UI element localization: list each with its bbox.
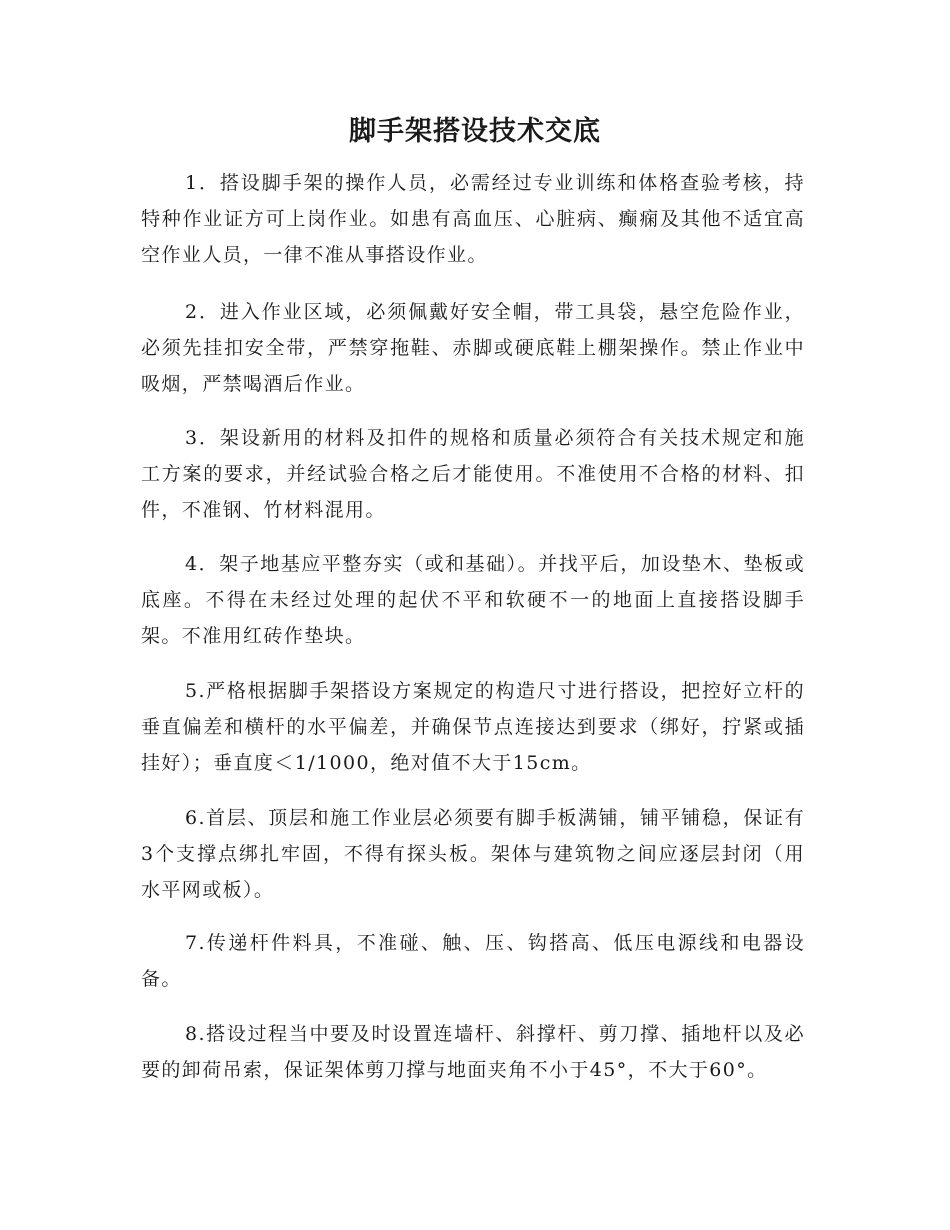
document-title: 脚手架搭设技术交底: [349, 116, 601, 147]
paragraph-8: 8.搭设过程当中要及时设置连墙杆、斜撑杆、剪刀撑、插地杆以及必要的卸荷吊索，保证架体剪刀撑与地面夹角不小于45°，不大于60°。: [141, 1023, 805, 1081]
paragraph-3: 3．架设新用的材料及扣件的规格和质量必须符合有关技术规定和施工方案的要求，并经试验合格之后才能使用。不准使用不合格的材料、扣件，不准钢、竹材料混用。: [141, 427, 805, 521]
paragraph-1: 1．搭设脚手架的操作人员，必需经过专业训练和体格查验考核，持特种作业证方可上岗作业。如患有高血压、心脏病、癫痫及其他不适宜高空作业人员，一律不准从事搭设作业。: [141, 172, 805, 266]
paragraph-2: 2．进入作业区域，必须佩戴好安全帽，带工具袋，悬空危险作业，必须先挂扣安全带，严禁穿拖鞋、赤脚或硬底鞋上棚架操作。禁止作业中吸烟，严禁喝酒后作业。: [141, 301, 805, 395]
paragraph-4: 4．架子地基应平整夯实（或和基础）。并找平后，加设垫木、垫板或底座。不得在未经过处理的起伏不平和软硬不一的地面上直接搭设脚手架。不准用红砖作垫块。: [141, 553, 805, 647]
paragraph-7: 7.传递杆件料具，不准碰、触、压、钩搭高、低压电源线和电器设备。: [141, 932, 805, 990]
paragraph-6: 6.首层、顶层和施工作业层必须要有脚手板满铺，铺平铺稳，保证有3个支撑点绑扎牢固，不得有探头板。架体与建筑物之间应逐层封闭（用水平网或板）。: [141, 807, 805, 901]
paragraph-5: 5.严格根据脚手架搭设方案规定的构造尺寸进行搭设，把控好立杆的垂直偏差和横杆的水平偏差，并确保节点连接达到要求（绑好，拧紧或插挂好）；垂直度＜1/1000，绝对值不大于15cm。: [141, 680, 805, 774]
